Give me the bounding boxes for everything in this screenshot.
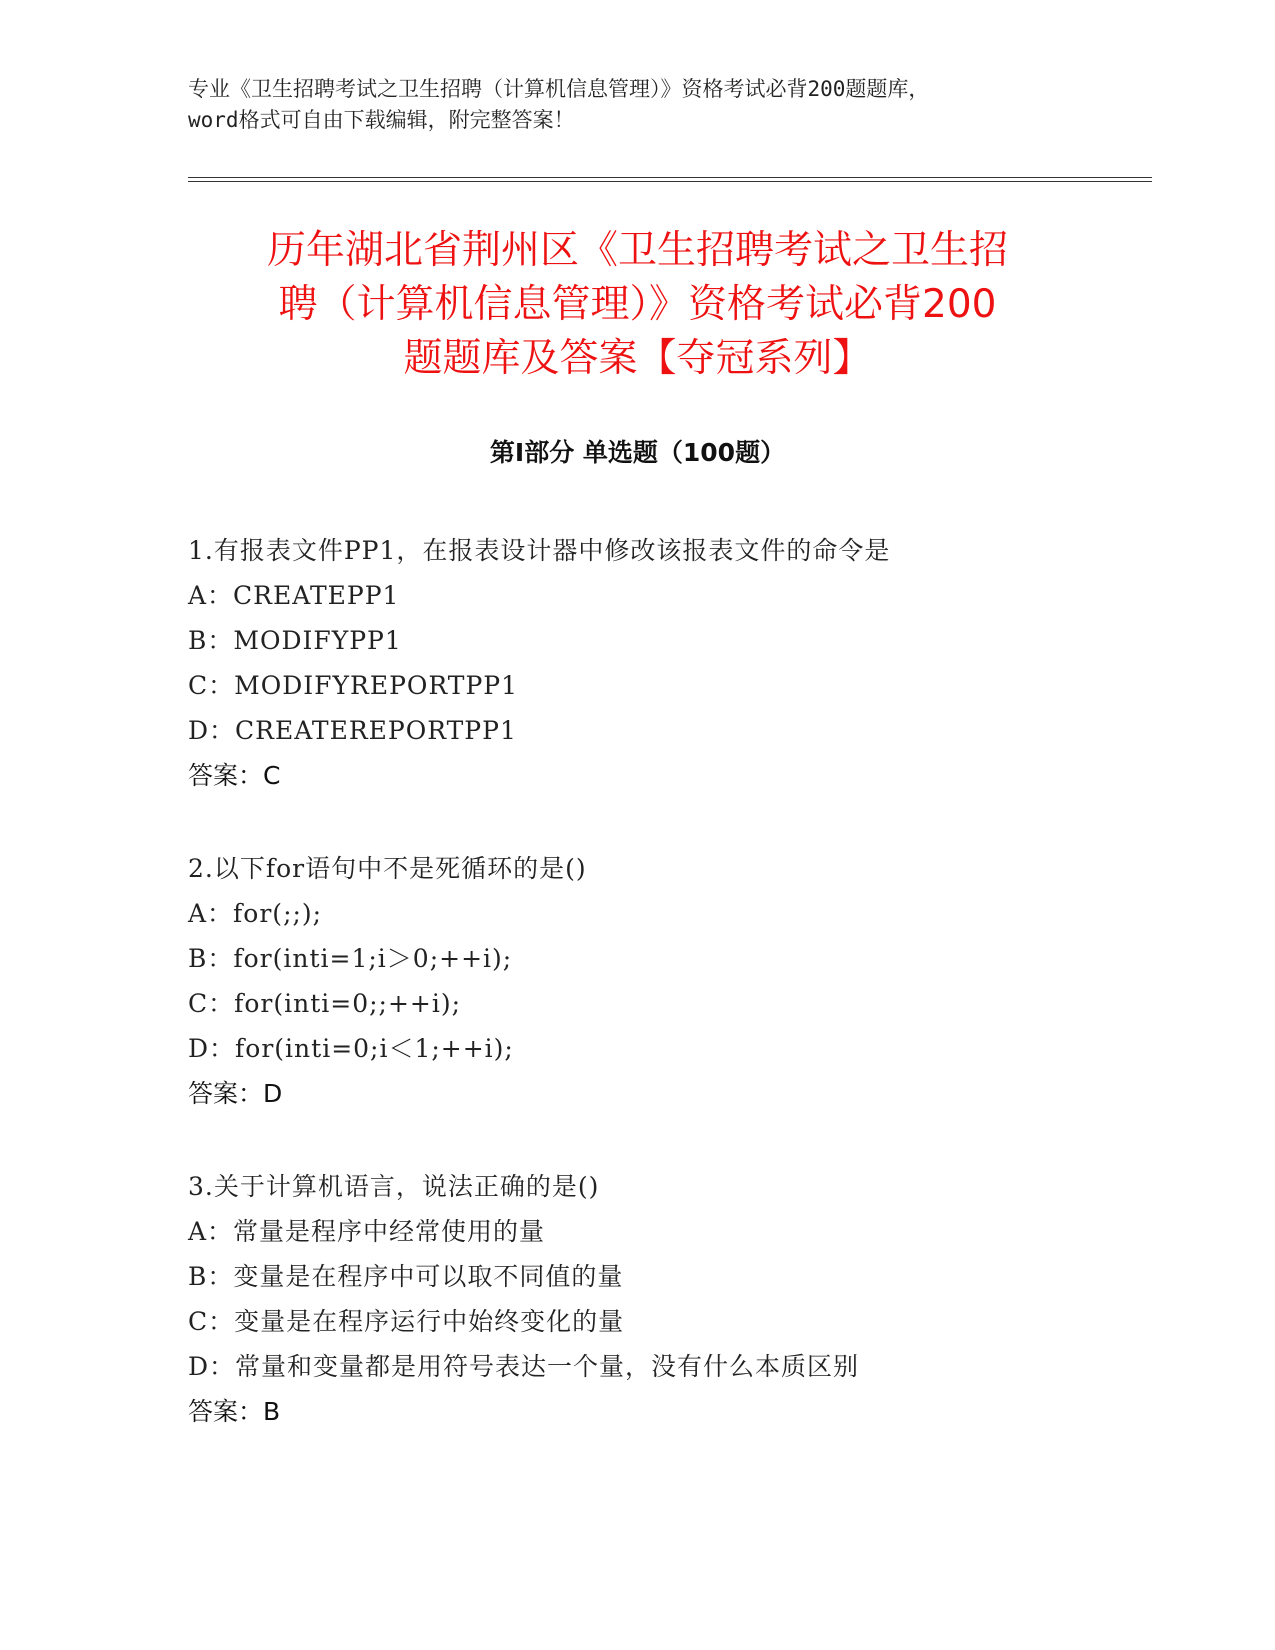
- option-a: A：for(;;);: [188, 899, 323, 928]
- option-b: B：变量是在程序中可以取不同值的量: [188, 1262, 624, 1291]
- question-stem: 3.关于计算机语言，说法正确的是(): [188, 1172, 600, 1201]
- option-d: D：for(inti=0;i＜1;++i);: [188, 1034, 514, 1063]
- option-d: D：CREATEREPORTPP1: [188, 716, 517, 745]
- option-c: C：变量是在程序运行中始终变化的量: [188, 1307, 625, 1336]
- question-stem: 1.有报表文件PP1，在报表设计器中修改该报表文件的命令是: [188, 536, 891, 565]
- option-a: A：CREATEPP1: [188, 581, 400, 610]
- option-c: C：MODIFYREPORTPP1: [188, 671, 518, 700]
- option-c: C：for(inti=0;;++i);: [188, 989, 462, 1018]
- intro-line-1: 专业《卫生招聘考试之卫生招聘（计算机信息管理）》资格考试必背200题题库，: [188, 77, 930, 101]
- answer-text: 答案：B: [188, 1397, 281, 1426]
- intro-text: [188, 74, 1088, 136]
- title-line-3: 题题库及答案【夺冠系列】: [403, 336, 872, 381]
- section-heading: 第Ⅰ部分 单选题（100题）: [489, 438, 786, 467]
- question-stem: 2.以下for语句中不是死循环的是(): [188, 854, 587, 883]
- answer-text: 答案：D: [188, 1079, 283, 1108]
- answer-text: 答案：C: [188, 761, 281, 790]
- question-block: [188, 1164, 1138, 1434]
- intro-line-2: word格式可自由下载编辑，附完整答案！: [188, 108, 575, 132]
- header-divider-bottom: [188, 181, 1152, 182]
- option-b: B：MODIFYPP1: [188, 626, 402, 655]
- header-divider-top: [188, 177, 1152, 178]
- option-a: A：常量是程序中经常使用的量: [188, 1217, 546, 1246]
- title-line-2: 聘（计算机信息管理）》资格考试必背200: [278, 282, 997, 327]
- question-block: [188, 846, 1138, 1116]
- option-b: B：for(inti=1;i＞0;++i);: [188, 944, 513, 973]
- option-d: D：常量和变量都是用符号表达一个量，没有什么本质区别: [188, 1352, 860, 1381]
- document-title: [150, 224, 1125, 386]
- title-line-1: 历年湖北省荆州区《卫生招聘考试之卫生招: [266, 228, 1008, 273]
- question-block: [188, 528, 1138, 798]
